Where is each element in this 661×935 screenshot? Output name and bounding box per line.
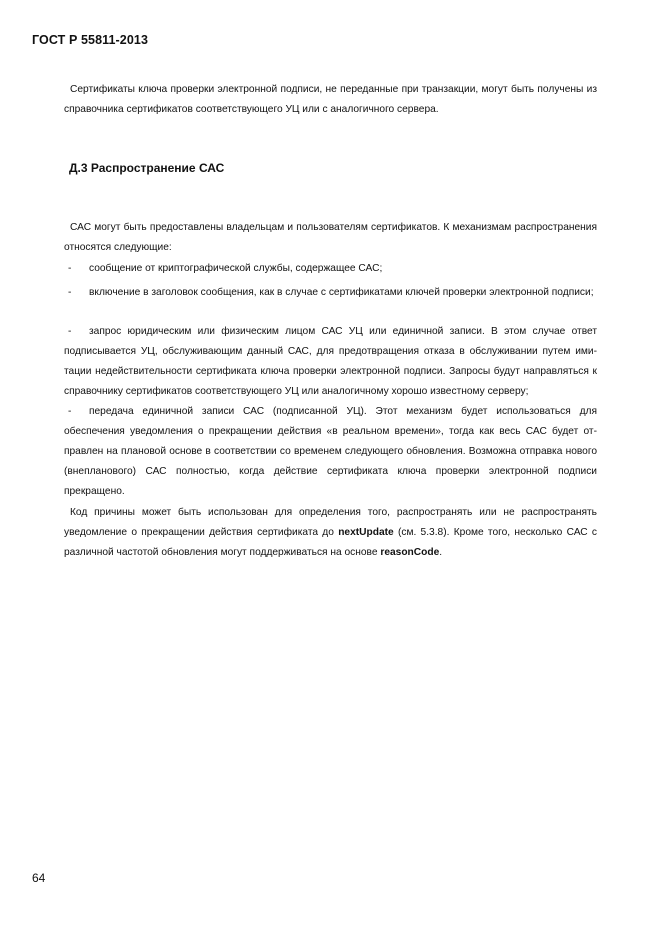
- document-header: ГОСТ Р 55811-2013: [32, 33, 149, 47]
- intro-paragraph: Сертификаты ключа проверки электронной подписи, не переданные при транзакции, могут быть получены из справочника сертификатов соответствующего УЦ или с аналогичного сервера.: [64, 84, 597, 115]
- paragraph-text: .: [439, 547, 443, 558]
- distribution-paragraph: САС могут быть предоставлены владельцам и пользователям сертификатов. К механизмам распространения относятся следующие:: [64, 222, 597, 253]
- paragraph-text: (см. 5.3.8). Кроме того, несколько САС с различной частотой обновления могут поддерживаться на основе: [64, 527, 597, 558]
- list-marker: -: [68, 263, 72, 274]
- list-item: [64, 283, 597, 303]
- list-item-text: запрос юридическим или физическим лицом САС УЦ или единичной записи. В этом случае ответ подписывается УЦ, обслуживающим данный САС, для предотвращения отказа в обслуживании путем имитации недействительности сертификата ключа проверки электронной подписи. Запросы будут направляться к справочнику сертификатов соответствующего УЦ или аналогичному хорошо известному серверу;: [64, 326, 597, 397]
- list-item-text: сообщение от криптографической службы, содержащее САС;: [89, 263, 383, 274]
- reason-code-paragraph: [64, 503, 597, 563]
- term-next-update: nextUpdate: [338, 527, 394, 538]
- list-item: [64, 259, 597, 279]
- page-number: 64: [32, 871, 46, 885]
- list-marker: -: [68, 287, 72, 298]
- list-marker: -: [68, 326, 72, 337]
- list-item-text: включение в заголовок сообщения, как в случае с сертификатами ключей проверки электронной подписи;: [89, 287, 594, 298]
- paragraph-text: Код причины может быть использован для определения того, распространять или не распространять уведомление о прекращении действия сертификата до: [64, 507, 597, 538]
- list-item: [64, 402, 597, 502]
- term-reason-code: reasonCode: [380, 547, 440, 558]
- list-marker: -: [68, 406, 72, 417]
- list-item-text: передача единичной записи САС (подписанной УЦ). Этот механизм будет использоваться для обеспечения уведомления о прекращении действия «в реальном времени», тогда как весь САС будет отправлен на плановой основе в соответствии со временем следующего обновления. Возможна отправка нового (внепланового) САС полностью, когда действие сертификата ключа проверки электронной подписи прекращено.: [64, 406, 597, 497]
- list-item: [64, 322, 597, 402]
- section-title: Д.3 Распространение САС: [69, 161, 225, 175]
